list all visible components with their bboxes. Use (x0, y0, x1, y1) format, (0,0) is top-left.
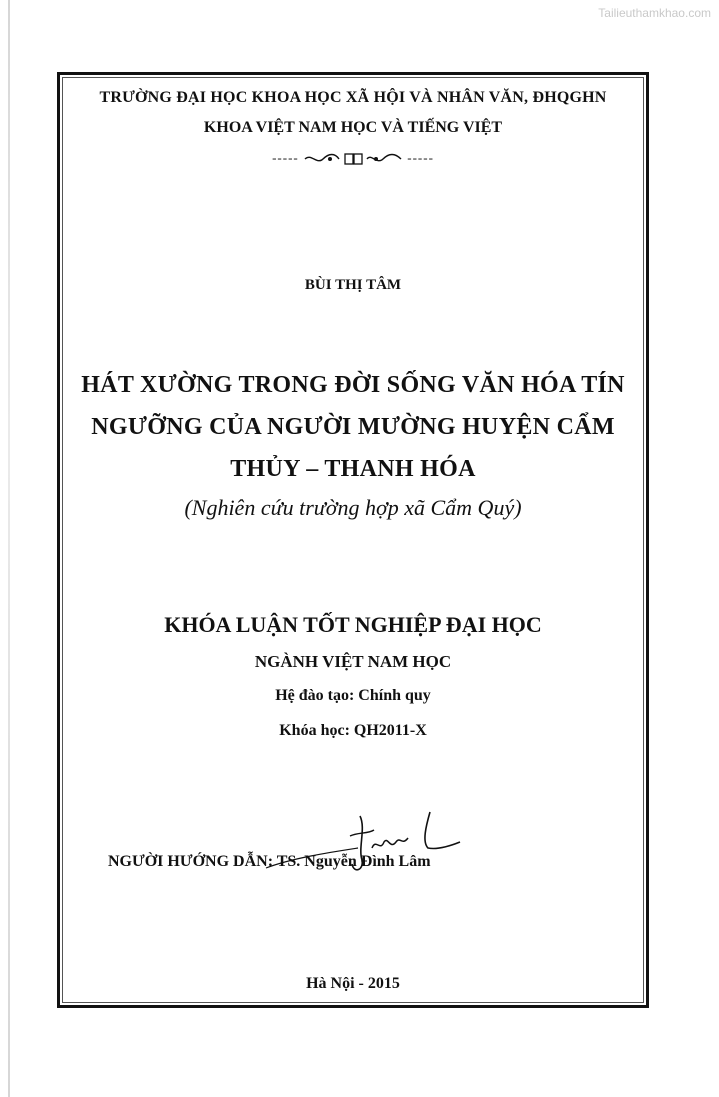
author-name: BÙI THỊ TÂM (304, 277, 402, 293)
floral-ornament-icon (303, 153, 403, 165)
major: NGÀNH VIỆT NAM HỌC (254, 652, 452, 671)
ornament-dashes-left: ----- (272, 150, 299, 165)
course-code: Khóa học: QH2011-X (279, 722, 427, 739)
header-ornament (60, 150, 646, 166)
place-and-year: Hà Nội - 2015 (306, 975, 400, 992)
advisor: NGƯỜI HƯỚNG DẪN: TS. Nguyễn Đình Lâm (108, 853, 431, 870)
thesis-subtitle: (Nghiên cứu trường hợp xã Cẩm Quý) (184, 495, 522, 520)
watermark: Tailieuthamkhao.com (598, 6, 711, 20)
university-name: TRƯỜNG ĐẠI HỌC KHOA HỌC XÃ HỘI VÀ NHÂN VĂN, ĐHQGHN (99, 89, 607, 106)
thesis-title-line-3: THỦY – THANH HÓA (230, 456, 476, 482)
scan-edge (8, 0, 10, 1097)
thesis-title-line-2: NGƯỠNG CỦA NGƯỜI MƯỜNG HUYỆN CẨM (91, 414, 615, 440)
faculty-name: KHOA VIỆT NAM HỌC VÀ TIẾNG VIỆT (203, 119, 503, 136)
training-system: Hệ đào tạo: Chính quy (275, 687, 431, 704)
ornament-dashes-right: ----- (407, 150, 434, 165)
handwritten-signature-icon (262, 808, 462, 878)
thesis-title-line-1: HÁT XƯỜNG TRONG ĐỜI SỐNG VĂN HÓA TÍN (81, 372, 625, 398)
thesis-type: KHÓA LUẬN TỐT NGHIỆP ĐẠI HỌC (164, 612, 542, 637)
